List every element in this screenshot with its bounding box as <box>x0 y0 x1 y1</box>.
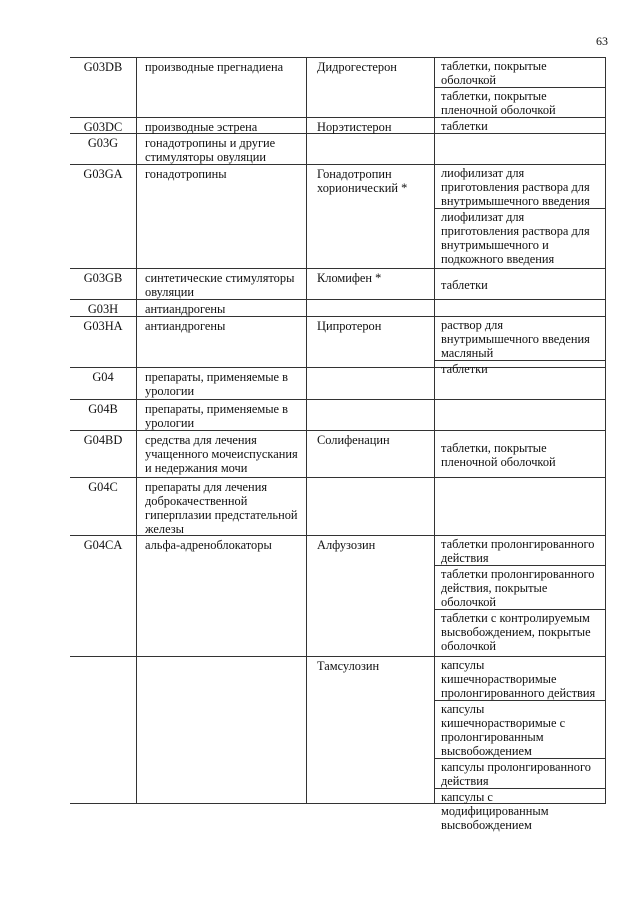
dosage-forms-cell <box>434 300 606 316</box>
drug-name-cell <box>306 368 434 399</box>
drug-name-cell: Солифенацин <box>306 431 434 477</box>
drug-name-cell <box>306 478 434 535</box>
group-name-cell: препараты для лечения доброкачественной гиперплазии предстательной железы <box>136 478 306 535</box>
dosage-forms-cell <box>434 58 606 117</box>
dosage-form-item: таблетки с контролируемым высвобождением, покрытые оболочкой <box>435 609 605 653</box>
group-name-cell: альфа-адреноблокаторы <box>136 536 306 656</box>
atc-code-cell: G03DB <box>83 60 123 74</box>
table-row <box>70 133 606 164</box>
atc-code-cell: G03DC <box>83 120 123 134</box>
drug-name-cell: Дидрогестерон <box>306 58 434 117</box>
atc-code-cell: G04C <box>88 480 118 494</box>
dosage-form-item: капсулы кишечнорастворимые пролонгированного действия <box>441 658 596 700</box>
dosage-forms-cell <box>434 431 606 477</box>
dosage-form-item: таблетки <box>441 119 488 133</box>
dosage-form-item: капсулы пролонгированного действия <box>435 758 605 788</box>
dosage-form-item: капсулы кишечнорастворимые с пролонгированным высвобождением <box>435 700 605 758</box>
atc-code-cell: G03HA <box>83 319 123 333</box>
dosage-form-item: таблетки <box>441 277 488 292</box>
dosage-form-item: раствор для внутримышечного введения масляный <box>441 318 590 360</box>
table-row <box>70 477 606 535</box>
drug-name-cell: Тамсулозин <box>306 657 434 803</box>
drug-name-cell: Кломифен * <box>306 269 434 299</box>
group-name-cell: препараты, применяемые в урологии <box>136 400 306 430</box>
atc-code-cell: G03GA <box>83 167 123 181</box>
dosage-forms-cell <box>434 269 606 299</box>
table-row <box>70 268 606 299</box>
group-name-cell: средства для лечения учащенного мочеиспускания и недержания мочи <box>136 431 306 477</box>
page-number: 63 <box>596 34 608 48</box>
dosage-form-item: таблетки, покрытые пленочной оболочкой <box>435 87 605 117</box>
dosage-forms-cell <box>434 400 606 430</box>
group-name-cell: гонадотропины <box>136 165 306 268</box>
dosage-form-item: таблетки <box>435 360 605 376</box>
dosage-form-item: лиофилизат для приготовления раствора для внутримышечного введения <box>441 166 590 208</box>
drug-name-cell <box>306 134 434 164</box>
drug-name-cell <box>306 400 434 430</box>
drug-name-cell: Гонадотропин хорионический * <box>306 165 434 268</box>
group-name-cell: производные прегнадиена <box>136 58 306 117</box>
atc-code-cell: G04BD <box>83 433 123 447</box>
dosage-form-item: таблетки пролонгированного действия, покрытые оболочкой <box>435 565 605 609</box>
group-name-cell: препараты, применяемые в урологии <box>136 368 306 399</box>
atc-code-cell: G03H <box>87 302 119 316</box>
atc-code-cell: G03GB <box>83 271 123 285</box>
table-row <box>70 57 606 117</box>
atc-code-cell: G04 <box>92 370 114 384</box>
dosage-form-item: таблетки, покрытые пленочной оболочкой <box>441 440 556 469</box>
drug-classification-table <box>70 57 606 832</box>
atc-code-cell: G04B <box>88 402 118 416</box>
table-row <box>70 367 606 399</box>
dosage-forms-cell <box>434 368 606 399</box>
dosage-forms-cell <box>434 536 606 656</box>
group-name-cell: производные эстрена <box>136 118 306 133</box>
drug-name-cell: Ципротерон <box>306 317 434 367</box>
dosage-forms-cell <box>434 134 606 164</box>
group-name-cell: синтетические стимуляторы овуляции <box>136 269 306 299</box>
table-row <box>70 656 606 832</box>
dosage-forms-cell <box>434 317 606 376</box>
dosage-forms-cell <box>434 478 606 535</box>
drug-name-cell <box>306 300 434 316</box>
drug-name-cell: Алфузозин <box>306 536 434 656</box>
dosage-form-item: капсулы с модифицированным высвобождением <box>435 788 605 832</box>
table-row <box>70 535 606 656</box>
table-row <box>70 430 606 477</box>
dosage-forms-cell <box>434 165 606 268</box>
group-name-cell: гонадотропины и другие стимуляторы овуляции <box>136 134 306 164</box>
table-row <box>70 117 606 133</box>
atc-code-cell: G03G <box>87 136 119 150</box>
dosage-form-item: таблетки, покрытые оболочкой <box>441 59 547 87</box>
table-row <box>70 399 606 430</box>
group-name-cell <box>136 657 306 803</box>
drug-name-cell: Норэтистерон <box>306 118 434 133</box>
dosage-forms-cell <box>434 657 606 832</box>
atc-code-cell <box>70 657 136 803</box>
dosage-form-item: лиофилизат для приготовления раствора для внутримышечного и подкожного введения <box>435 208 605 266</box>
group-name-cell: антиандрогены <box>136 317 306 367</box>
table-row <box>70 316 606 376</box>
dosage-forms-cell <box>434 118 606 133</box>
group-name-cell: антиандрогены <box>136 300 306 316</box>
table-row <box>70 164 606 268</box>
table-row <box>70 299 606 316</box>
dosage-form-item: таблетки пролонгированного действия <box>441 537 595 565</box>
atc-code-cell: G04CA <box>83 538 123 552</box>
